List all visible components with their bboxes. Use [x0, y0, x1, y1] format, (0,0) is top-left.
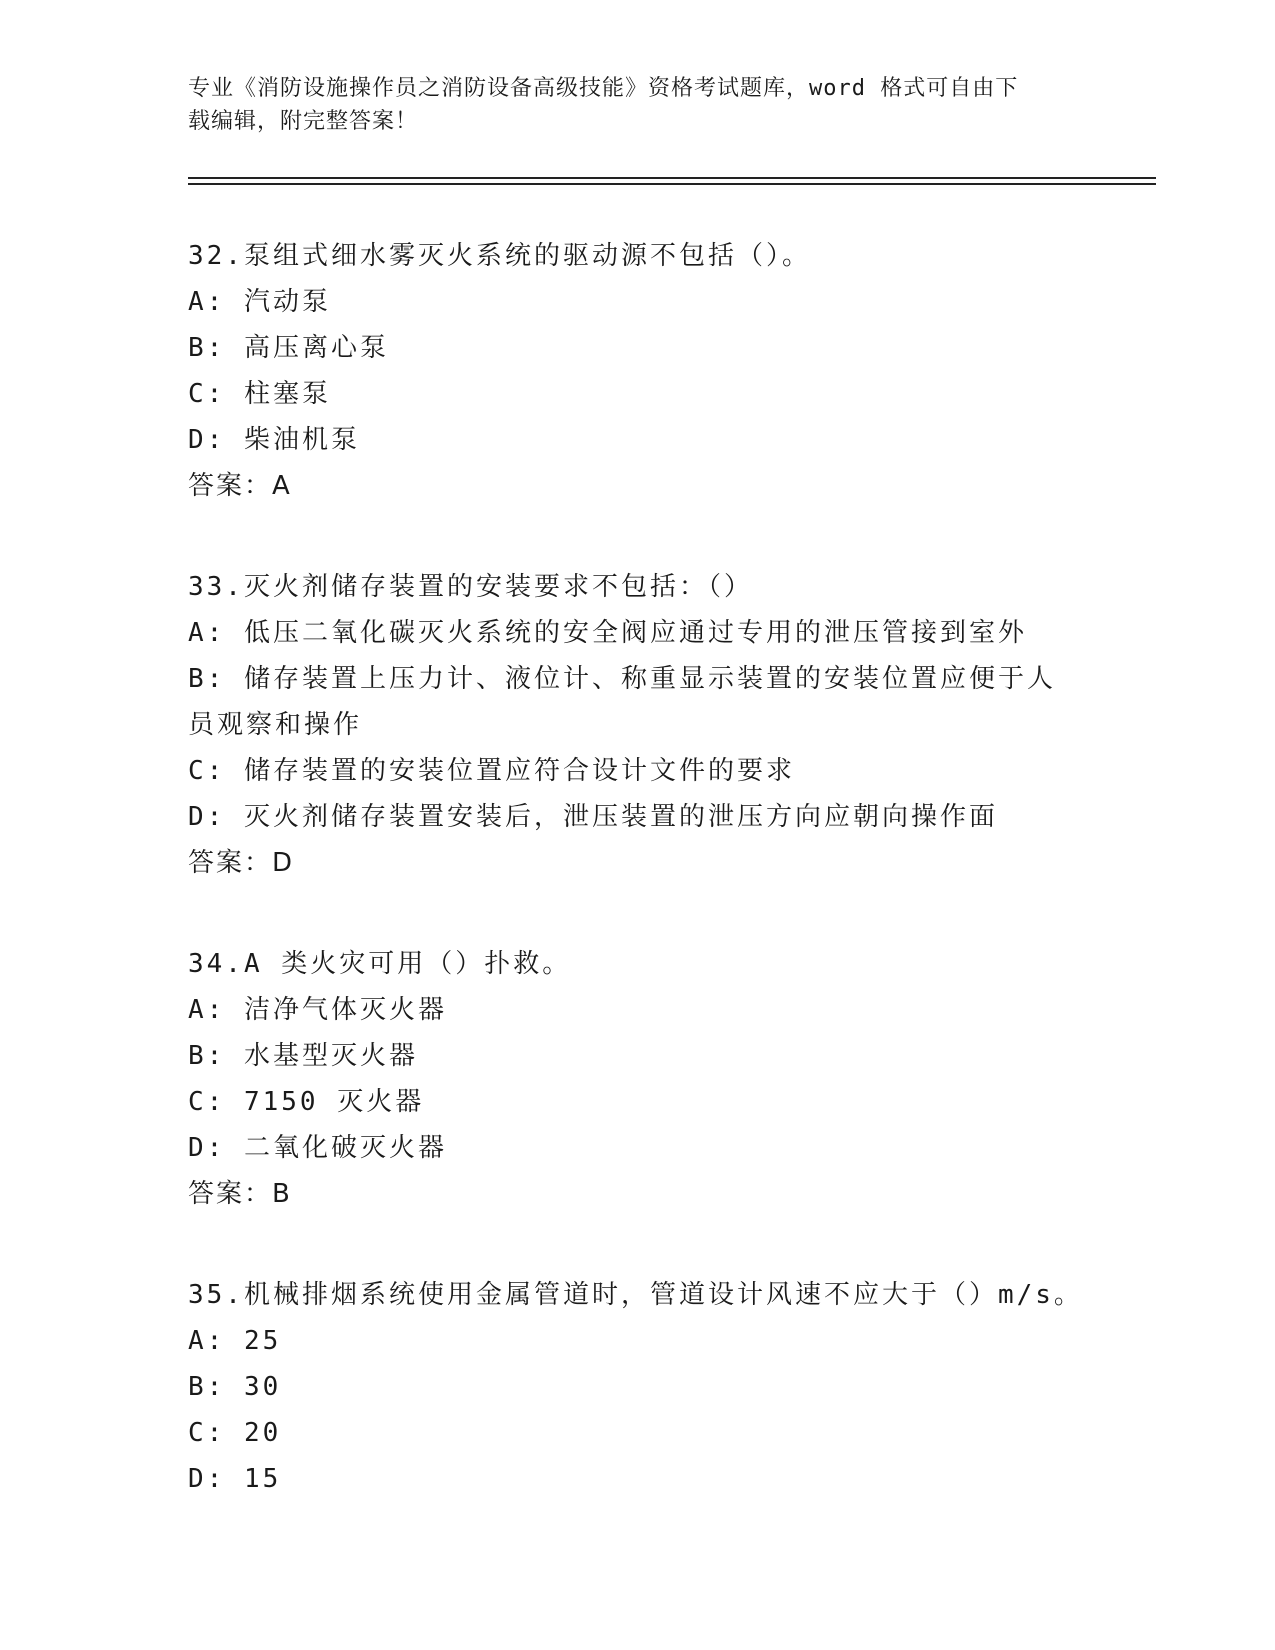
option-d: D: 灭火剂储存装置安装后，泄压装置的泄压方向应朝向操作面 — [188, 802, 998, 832]
option-b: B: 储存装置上压力计、液位计、称重显示装置的安装位置应便于人员观察和操作 — [188, 664, 1056, 740]
question-32 — [188, 233, 1088, 509]
question-33 — [188, 564, 1088, 886]
header-line-1: 专业《消防设施操作员之消防设备高级技能》资格考试题库，word 格式可自由下 — [188, 76, 1019, 101]
option-a: A: 低压二氧化碳灭火系统的安全阀应通过专用的泄压管接到室外 — [188, 618, 1027, 648]
option-b: B: 水基型灭火器 — [188, 1041, 418, 1071]
question-stem: 32.泵组式细水雾灭火系统的驱动源不包括（）。 — [188, 241, 811, 271]
option-c: C: 7150 灭火器 — [188, 1087, 425, 1117]
option-c: C: 储存装置的安装位置应符合设计文件的要求 — [188, 756, 795, 786]
option-a: A: 洁净气体灭火器 — [188, 995, 447, 1025]
option-d: D: 15 — [188, 1464, 282, 1494]
option-c: C: 20 — [188, 1418, 282, 1448]
header-divider-top — [188, 177, 1156, 179]
header-divider-bottom — [188, 183, 1156, 185]
question-stem: 34.A 类火灾可用（）扑救。 — [188, 949, 572, 979]
question-stem: 33.灭火剂储存装置的安装要求不包括：（） — [188, 572, 753, 602]
answer-text: 答案：B — [188, 1179, 292, 1209]
option-a: A: 25 — [188, 1326, 282, 1356]
option-c: C: 柱塞泵 — [188, 379, 331, 409]
question-list — [188, 233, 1088, 1557]
option-b: B: 30 — [188, 1372, 282, 1402]
header-line-2: 载编辑，附完整答案！ — [188, 109, 419, 134]
answer-text: 答案：A — [188, 471, 292, 501]
option-d: D: 柴油机泵 — [188, 425, 360, 455]
question-34 — [188, 941, 1088, 1217]
option-a: A: 汽动泵 — [188, 287, 331, 317]
document-header — [188, 72, 1088, 138]
question-stem: 35.机械排烟系统使用金属管道时，管道设计风速不应大于（）m/s。 — [188, 1280, 1083, 1310]
answer-text: 答案：D — [188, 848, 295, 878]
option-d: D: 二氧化破灭火器 — [188, 1133, 447, 1163]
option-b: B: 高压离心泵 — [188, 333, 389, 363]
question-35 — [188, 1272, 1088, 1502]
